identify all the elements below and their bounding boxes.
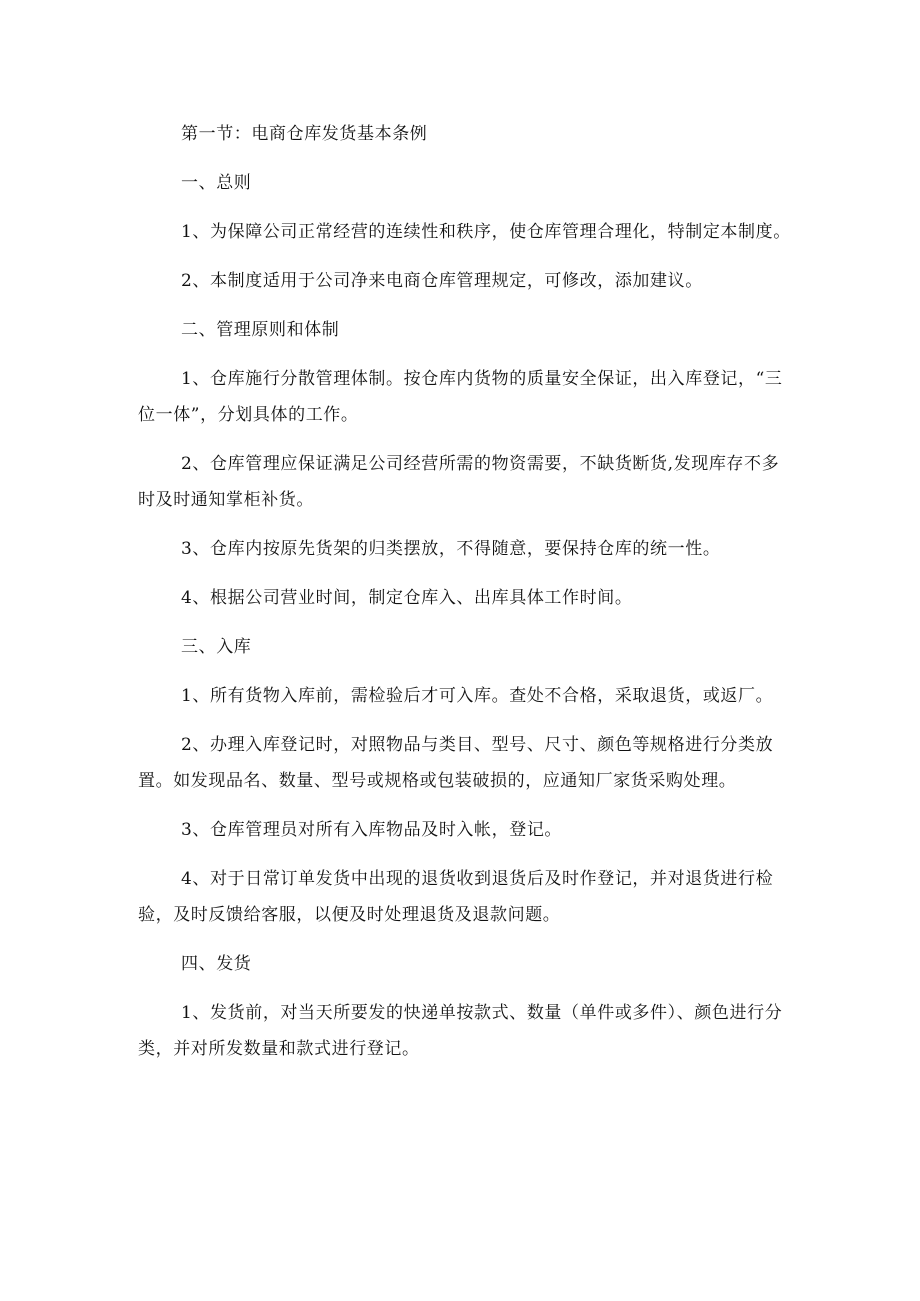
shipping-item-1: 1、发货前，对当天所要发的快递单按款式、数量（单件或多件）、颜色进行分类，并对所发数量和款式进行登记。: [138, 1003, 783, 1059]
section-heading-management: 二、管理原则和体制: [181, 320, 340, 340]
inbound-item-4: 4、对于日常订单发货中出现的退货收到退货后及时作登记，并对退货进行检验，及时反馈给客服，以便及时处理退货及退款问题。: [138, 869, 774, 925]
management-item-3: 3、仓库内按原先货架的归类摆放，不得随意，要保持仓库的统一性。: [181, 539, 721, 559]
inbound-item-1: 1、所有货物入库前，需检验后才可入库。查处不合格，采取退货，或返厂。: [181, 686, 774, 706]
general-item-2: 2、本制度适用于公司净来电商仓库管理规定，可修改，添加建议。: [181, 271, 703, 291]
inbound-item-3: 3、仓库管理员对所有入库物品及时入帐，登记。: [181, 820, 563, 840]
section-heading-inbound: 三、入库: [181, 637, 252, 657]
management-item-4: 4、根据公司营业时间，制定仓库入、出库具体工作时间。: [181, 588, 633, 608]
document-body: [138, 116, 793, 1067]
management-item-1: 1、仓库施行分散管理体制。按仓库内货物的质量安全保证，出入库登记，“三位一体”，分划具体的工作。: [138, 369, 783, 425]
section-heading-shipping: 四、发货: [181, 954, 252, 974]
general-item-1: 1、为保障公司正常经营的连续性和秩序，使仓库管理合理化，特制定本制度。: [181, 222, 791, 242]
section-heading-general: 一、总则: [181, 173, 252, 193]
management-item-2: 2、仓库管理应保证满足公司经营所需的物资需要，不缺货断货,发现库存不多时及时通知掌柜补货。: [138, 454, 780, 510]
document-title: 第一节：电商仓库发货基本条例: [181, 124, 428, 144]
inbound-item-2: 2、办理入库登记时，对照物品与类目、型号、尺寸、颜色等规格进行分类放置。如发现品名、数量、型号或规格或包装破损的，应通知厂家货采购处理。: [138, 735, 774, 791]
